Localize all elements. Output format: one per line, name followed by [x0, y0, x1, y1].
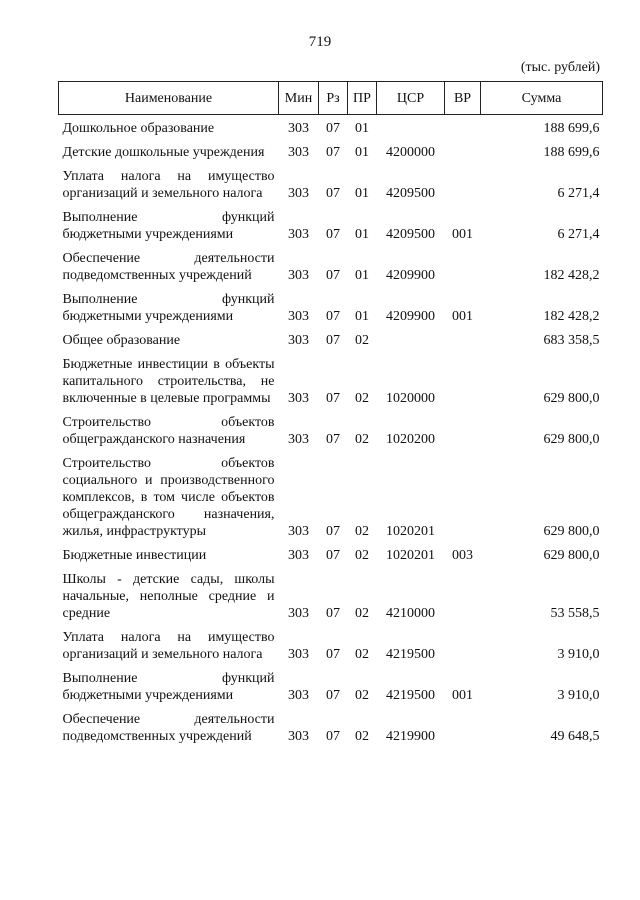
header-sum: Сумма [481, 82, 603, 115]
cell-name: Строительство объектов социального и производственного комплексов, в том числе объектов общегражданского назначения, жилья, инфраструктуры [62, 456, 275, 539]
cell-sum: 6 271,4 [557, 186, 600, 201]
cell-csr: 4219900 [386, 729, 435, 744]
cell-sum: 6 271,4 [557, 227, 600, 242]
cell-sum: 188 699,6 [543, 121, 600, 136]
cell-sum: 629 800,0 [543, 524, 600, 539]
table-row [59, 451, 603, 543]
cell-sum: 182 428,2 [543, 309, 600, 324]
cell-csr: 4209500 [386, 186, 435, 201]
cell-rz: 07 [326, 186, 340, 201]
table-row [59, 625, 603, 666]
cell-vr [445, 707, 481, 748]
cell-vr [445, 328, 481, 352]
cell-pr: 01 [355, 145, 369, 160]
table-row [59, 328, 603, 352]
cell-pr: 02 [355, 524, 369, 539]
cell-pr: 02 [355, 606, 369, 621]
cell-min: 303 [288, 548, 309, 563]
cell-rz: 07 [326, 391, 340, 406]
cell-name: Общее образование [62, 333, 181, 348]
cell-min: 303 [288, 186, 309, 201]
cell-vr [445, 140, 481, 164]
cell-pr: 02 [355, 729, 369, 744]
cell-pr: 02 [355, 548, 369, 563]
cell-vr [445, 451, 481, 543]
cell-vr [445, 352, 481, 410]
table-header [59, 82, 603, 115]
cell-pr: 01 [355, 186, 369, 201]
cell-vr: 003 [452, 548, 473, 563]
cell-pr: 01 [355, 227, 369, 242]
cell-rz: 07 [326, 145, 340, 160]
cell-csr [377, 328, 445, 352]
cell-sum: 629 800,0 [543, 548, 600, 563]
table-row [59, 543, 603, 567]
cell-min: 303 [288, 227, 309, 242]
table-row [59, 164, 603, 205]
cell-min: 303 [288, 524, 309, 539]
header-rz: Рз [319, 82, 348, 115]
table-row [59, 666, 603, 707]
cell-rz: 07 [326, 121, 340, 136]
cell-name: Обеспечение деятельности подведомственных учреждений [62, 712, 275, 744]
cell-sum: 53 558,5 [550, 606, 600, 621]
header-name: Наименование [59, 82, 279, 115]
table-row [59, 205, 603, 246]
cell-pr: 02 [355, 391, 369, 406]
cell-sum: 182 428,2 [543, 268, 600, 283]
cell-min: 303 [288, 606, 309, 621]
header-pr: ПР [348, 82, 377, 115]
cell-sum: 629 800,0 [543, 432, 600, 447]
cell-name: Уплата налога на имущество организаций и земельного налога [62, 169, 275, 201]
cell-name: Дошкольное образование [62, 121, 215, 136]
cell-rz: 07 [326, 647, 340, 662]
cell-sum: 188 699,6 [543, 145, 600, 160]
cell-vr: 001 [452, 688, 473, 703]
cell-min: 303 [288, 647, 309, 662]
cell-rz: 07 [326, 333, 340, 348]
budget-table [58, 81, 603, 748]
cell-name: Выполнение функций бюджетными учреждениями [62, 292, 275, 324]
cell-name: Бюджетные инвестиции в объекты капитального строительства, не включенные в целевые программы [62, 357, 275, 406]
cell-min: 303 [288, 145, 309, 160]
cell-name: Бюджетные инвестиции [62, 548, 207, 563]
cell-vr [445, 246, 481, 287]
cell-csr: 4200000 [386, 145, 435, 160]
cell-name: Обеспечение деятельности подведомственных учреждений [62, 251, 275, 283]
cell-pr: 02 [355, 432, 369, 447]
cell-sum: 3 910,0 [557, 688, 600, 703]
cell-rz: 07 [326, 309, 340, 324]
cell-pr: 01 [355, 309, 369, 324]
cell-csr: 4219500 [386, 688, 435, 703]
cell-csr: 1020200 [386, 432, 435, 447]
table-body [59, 115, 603, 749]
cell-vr [445, 567, 481, 625]
cell-csr: 4209500 [386, 227, 435, 242]
cell-csr: 4209900 [386, 268, 435, 283]
cell-csr: 4210000 [386, 606, 435, 621]
cell-rz: 07 [326, 606, 340, 621]
table-row [59, 115, 603, 141]
header-row [59, 82, 603, 115]
table-row [59, 352, 603, 410]
units-label: (тыс. рублей) [520, 60, 600, 75]
cell-vr [445, 164, 481, 205]
cell-min: 303 [288, 268, 309, 283]
cell-rz: 07 [326, 729, 340, 744]
cell-name: Школы - детские сады, школы начальные, неполные средние и средние [62, 572, 275, 621]
cell-vr [445, 115, 481, 141]
cell-vr [445, 410, 481, 451]
cell-rz: 07 [326, 432, 340, 447]
cell-name: Выполнение функций бюджетными учреждениями [62, 210, 275, 242]
table-row [59, 567, 603, 625]
cell-rz: 07 [326, 688, 340, 703]
cell-min: 303 [288, 391, 309, 406]
cell-min: 303 [288, 121, 309, 136]
cell-csr: 4219500 [386, 647, 435, 662]
cell-min: 303 [288, 309, 309, 324]
cell-min: 303 [288, 432, 309, 447]
header-csr: ЦСР [377, 82, 445, 115]
cell-name: Уплата налога на имущество организаций и земельного налога [62, 630, 275, 662]
table-row [59, 410, 603, 451]
cell-name: Строительство объектов общегражданского назначения [62, 415, 275, 447]
cell-pr: 02 [355, 647, 369, 662]
cell-rz: 07 [326, 227, 340, 242]
cell-rz: 07 [326, 268, 340, 283]
header-min: Мин [279, 82, 319, 115]
cell-csr: 1020201 [386, 524, 435, 539]
page-number: 719 [308, 34, 332, 50]
cell-vr: 001 [452, 309, 473, 324]
table-row [59, 140, 603, 164]
cell-min: 303 [288, 729, 309, 744]
cell-pr: 02 [355, 333, 369, 348]
cell-csr: 4209900 [386, 309, 435, 324]
cell-sum: 629 800,0 [543, 391, 600, 406]
header-vr: ВР [445, 82, 481, 115]
cell-min: 303 [288, 333, 309, 348]
cell-pr: 01 [355, 121, 369, 136]
cell-min: 303 [288, 688, 309, 703]
table-row [59, 246, 603, 287]
cell-vr: 001 [452, 227, 473, 242]
cell-sum: 683 358,5 [543, 333, 600, 348]
table-row [59, 287, 603, 328]
cell-sum: 49 648,5 [550, 729, 600, 744]
cell-csr [377, 115, 445, 141]
table-row [59, 707, 603, 748]
cell-csr: 1020000 [386, 391, 435, 406]
cell-pr: 01 [355, 268, 369, 283]
cell-name: Выполнение функций бюджетными учреждениями [62, 671, 275, 703]
cell-rz: 07 [326, 524, 340, 539]
cell-rz: 07 [326, 548, 340, 563]
cell-vr [445, 625, 481, 666]
cell-sum: 3 910,0 [557, 647, 600, 662]
cell-name: Детские дошкольные учреждения [62, 145, 265, 160]
cell-csr: 1020201 [386, 548, 435, 563]
cell-pr: 02 [355, 688, 369, 703]
